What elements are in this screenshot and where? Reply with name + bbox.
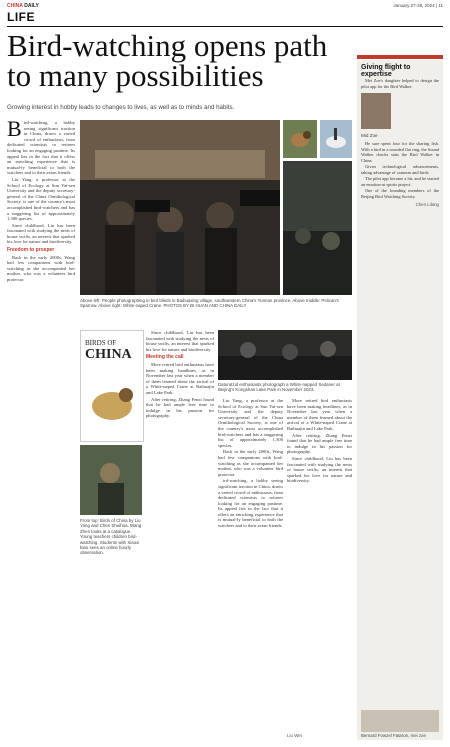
paragraph: More retired bird enthusiasts have been making headlines, as in November last year when a member of them learned about the arrival of a White-naped Crane at Baihuajin and Lake Park. (146, 361, 214, 395)
photo-caption: Above left: People photographing in bird blinds in Baihuaxing village, southwestern China's Yunnan province. Above middle: Pelican's Sparrow. Above right: White-naped Crane. PHOTOS BY BI HUAN AND CHINA DAILY (80, 298, 339, 309)
headline: Bird-watching opens path to many possibilities (7, 28, 328, 93)
paragraph: Back in the early 2000s, Wang had few companions with bird-watching as she accompanied her mother, who was a volunteer bird protector. (218, 449, 283, 477)
sidebar-byline: Bernard Fowzel Fataron, mei zoe (361, 732, 426, 738)
logo: CHINA DAILY (7, 3, 39, 9)
section-label: LIFE (7, 10, 35, 24)
book-cover (80, 330, 144, 442)
sidebar-body (357, 141, 443, 199)
author-portrait (361, 93, 391, 129)
paragraph: ird-watching, a hobby seeing significant traction in China, draws a varied crowd of enthusiasts, from dedicated scientists to retirees looking for an engaging pastime. Its appeal lies in the fact that it offers an enriching experience that is mutual-ly beneficial to both the watchers and to their avian friends. (218, 478, 283, 529)
sidebar-signoff: Chen Lilang (415, 202, 439, 207)
main-photo (80, 120, 280, 295)
paragraph: Liu Yang, a professor at the School of Ecology at Sun Yat-sen University and the deputy secretary-general of the China Ornithological Society, is one of the country's most accomplished bird-watchers and has a staggering list of approximately 1,300 species. (7, 176, 75, 222)
paragraph: He sure spent four for the sharing fish. With a bird in a rounded flat ring, the Sound Walker checks stats the Bird Walker in China. (361, 141, 439, 163)
secondary-photo (80, 445, 142, 515)
paragraph: The pilot app became a hit, and he started an emotion-ai spirits project. (361, 176, 439, 187)
subhead: Freedom to prosper (7, 247, 55, 254)
dropcap: B (7, 120, 22, 141)
sidebar-accent (357, 55, 443, 59)
paragraph: After retiring, Zhang Fenzi found that he had ample free time to indulge in his passion for photography. (146, 396, 214, 419)
paragraph: After retiring, Zhang Fenzi found that he had ample free time to indulge in his passion for photography. (287, 432, 352, 455)
article-column-2 (146, 330, 214, 740)
paragraph: Mei Zoe's daughter helped to design the pilot app for the Bird Walker. (361, 78, 439, 89)
section-rule (7, 26, 443, 27)
sidebar-intro (361, 78, 439, 90)
paragraph: Liu Yang, a professor at the School of Ecology at Sun Yat-sen University and the deputy secretary-general of the China Ornithological Society, is one of the country's most accomplished bird-watchers and has a staggering list of approximately 1,300 species. (218, 398, 283, 448)
book-title-1: BIRDS OF (85, 339, 117, 347)
mid-caption: Daturatzid enthusiasts photograph a White-napped Sedaner at Beijing's Kongshan Lake Park in November 2023. (218, 382, 340, 393)
article-column-1 (7, 120, 75, 570)
paragraph: Since childhood, Liu has been fascinated with studying the nests of house swifts, an interest that sparked his love for nature and biodiversity. (287, 455, 352, 484)
sidebar (357, 60, 443, 740)
article-column-4 (287, 398, 352, 728)
bird-watchers-photo (283, 161, 352, 295)
mid-photo (218, 330, 352, 380)
paragraph: ird-watching, a hobby seeing significant traction in China, draws a varied crowd of enthusiasts, from dedicated scientists to retirees looking for an engaging pastime. Its appeal lies in the fact that it offers an enriching experience that is mutual-ly beneficial to both the watchers and to their avian friends. (7, 120, 75, 176)
paragraph: Back in the early 2000s, Wang had few companions with bird-watching as she accompanied her mother, who was a volunteer bird protector. (7, 254, 75, 283)
paragraph: One of the founding members of the Beijing Bird Watching Society. (361, 188, 439, 199)
book-title-2: CHINA (85, 347, 132, 362)
bird-photo-1 (283, 120, 317, 158)
article-byline: Liu Wei (287, 733, 302, 738)
bird-photo-2 (320, 120, 352, 158)
deck: Growing interest in hobby leads to changes to lives, as well as to minds and habits. (7, 104, 235, 111)
dateline: January 27-28, 2024 | 11 (393, 3, 443, 8)
sidebar-title: Giving flight to expertise (361, 64, 411, 78)
masthead (0, 0, 450, 15)
paragraph: Since childhood, Liu has been fascinated with studying the nests of house swifts, an interest that sparked his love for nature and biodiversity. (7, 222, 75, 245)
sidebar-footer-photo (361, 710, 439, 732)
paragraph: Given technological advancements, taking advantage of cameras and birds. (361, 164, 439, 175)
paragraph: Since childhood, Liu has been fascinated with studying the nests of house swifts, an interest that sparked his love for nature and biodiversity. (146, 330, 214, 352)
book-caption: From top: Birds of China by Liu Yang and Chen Shuihua. Wang Zhen looks at a catalogue. Young teachers children bird-watching. Students with Xiaoxi biao sees an online hourly observation. (80, 518, 142, 556)
article-column-3 (218, 398, 283, 740)
paragraph: More retired bird enthusiasts have been making headlines, as in November last year when a member of them learned about the arrival of a White-naped Crane at Baihuajin and Lake Park. (287, 398, 352, 431)
subhead: Meeting the call (146, 354, 184, 361)
portrait-caption: Mid Zoe (361, 133, 378, 138)
